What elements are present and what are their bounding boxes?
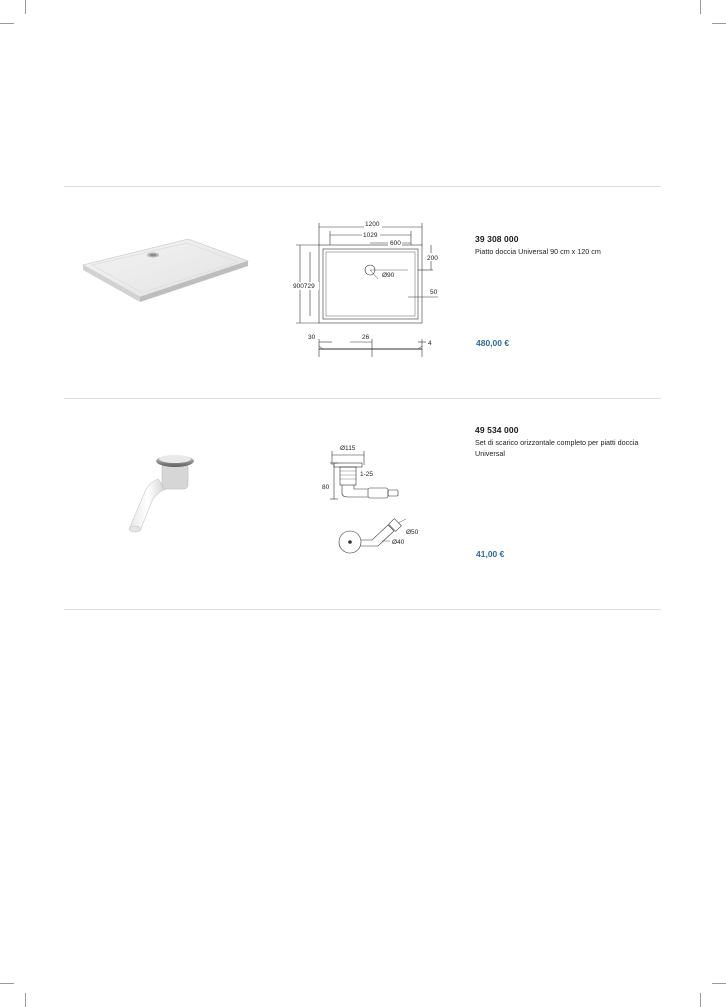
dim-label-1200: 1200 xyxy=(365,221,380,228)
dim-label-600: 600 xyxy=(390,240,401,247)
product-description: Piatto doccia Universal 90 cm x 120 cm xyxy=(475,247,601,256)
crop-mark-bottom-left-v xyxy=(25,993,26,1007)
dim-label-50: 50 xyxy=(430,289,438,296)
shower-tray-photo xyxy=(80,227,255,307)
dim-label-30: 30 xyxy=(308,334,316,341)
dim-label-thread: 1-25 xyxy=(360,471,374,478)
crop-mark-top-left-h xyxy=(0,23,14,24)
dim-label-1029: 1029 xyxy=(363,232,378,239)
product-row-shower-tray xyxy=(0,187,726,397)
shower-tray-technical-drawing xyxy=(290,215,450,370)
crop-mark-bottom-right-h xyxy=(712,983,726,984)
product-price: 41,00 € xyxy=(476,549,505,559)
drain-set-technical-drawing xyxy=(320,437,430,562)
separator-rule xyxy=(64,609,661,610)
product-row-drain-set xyxy=(0,399,726,609)
crop-mark-top-right-h xyxy=(712,23,726,24)
dim-label-top-diameter: Ø115 xyxy=(340,445,356,452)
dim-label-drain-diameter: Ø90 xyxy=(382,272,395,279)
product-code: 39 308 000 xyxy=(475,234,519,244)
product-info xyxy=(475,234,655,257)
product-code: 49 534 000 xyxy=(475,425,519,435)
dim-label-200: 200 xyxy=(427,255,438,262)
drain-set-photo xyxy=(118,449,218,544)
product-price: 480,00 € xyxy=(476,338,510,348)
dim-label-depth: 900729 xyxy=(293,283,315,290)
dim-label-pipe-diameter: Ø40 xyxy=(392,539,405,546)
crop-mark-bottom-right-v xyxy=(700,993,701,1007)
dim-label-height: 80 xyxy=(322,484,330,491)
crop-mark-top-right-v xyxy=(700,0,701,14)
crop-mark-top-left-v xyxy=(25,0,26,14)
product-info xyxy=(475,425,655,459)
crop-mark-bottom-left-h xyxy=(0,983,14,984)
dim-label-outlet-diameter: Ø50 xyxy=(406,529,419,536)
dim-label-4: 4 xyxy=(428,340,432,347)
product-description: Set di scarico orizzontale completo per piatti doccia Universal xyxy=(475,438,639,458)
dim-label-26: 26 xyxy=(362,334,370,341)
